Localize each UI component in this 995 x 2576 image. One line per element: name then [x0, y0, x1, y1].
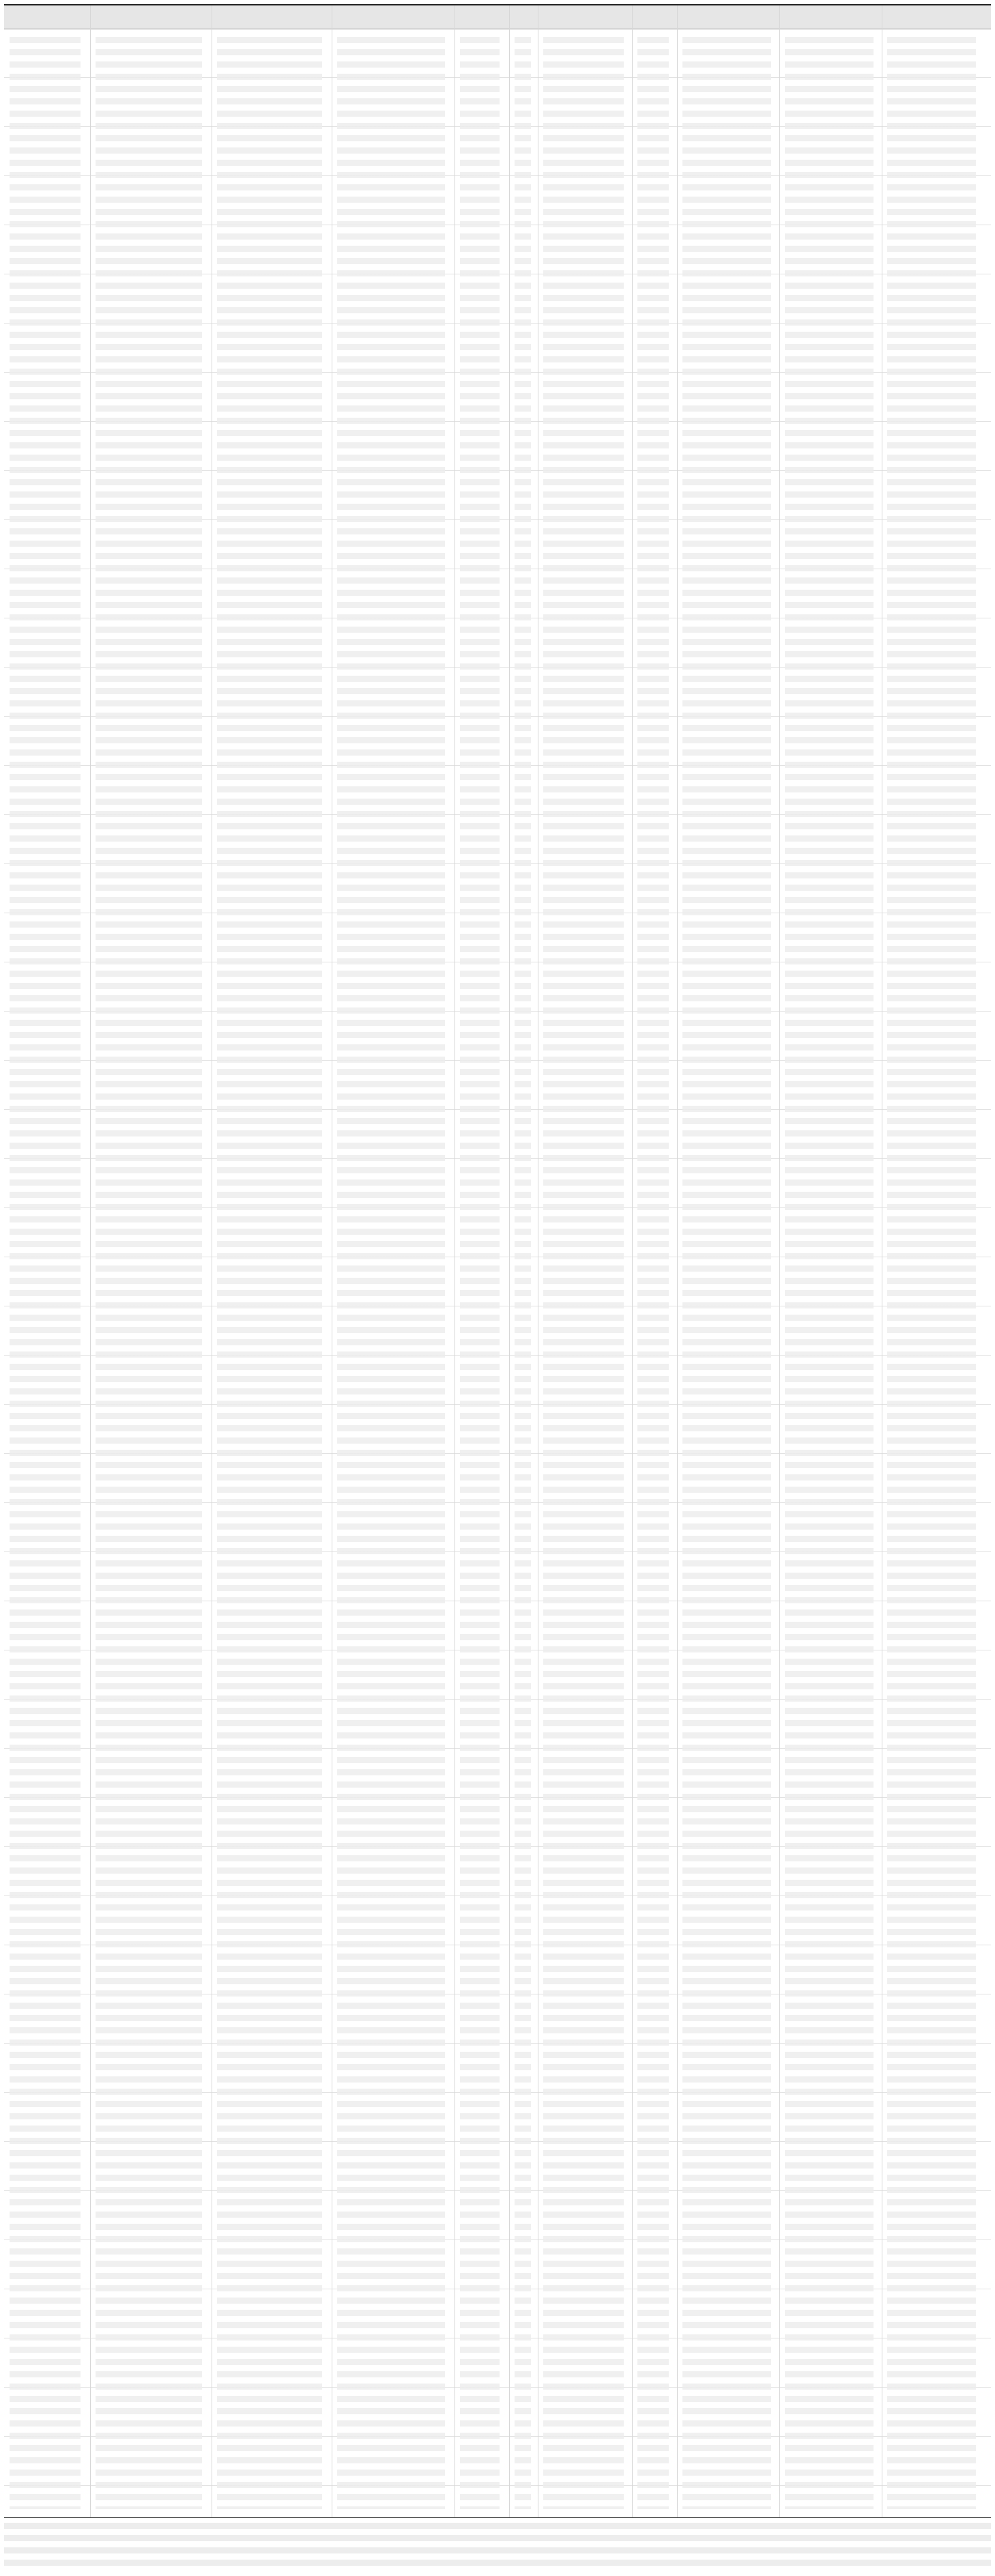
table-column: [10, 37, 81, 2509]
table-column: [337, 37, 445, 2509]
column-divider: [509, 5, 510, 2517]
table-column: [515, 37, 531, 2509]
table-column: [887, 37, 976, 2509]
column-divider: [632, 5, 633, 2517]
table-column: [460, 37, 500, 2509]
column-divider: [90, 5, 91, 2517]
column-divider: [779, 5, 780, 2517]
table-column: [682, 37, 771, 2509]
table-column: [217, 37, 322, 2509]
table-column: [543, 37, 624, 2509]
column-divider: [677, 5, 678, 2517]
study-table: [4, 4, 991, 2518]
table-column: [637, 37, 669, 2509]
table-header-row: [4, 5, 991, 29]
table-column: [96, 37, 202, 2509]
table-footnote: [4, 2523, 991, 2571]
table-column: [785, 37, 874, 2509]
